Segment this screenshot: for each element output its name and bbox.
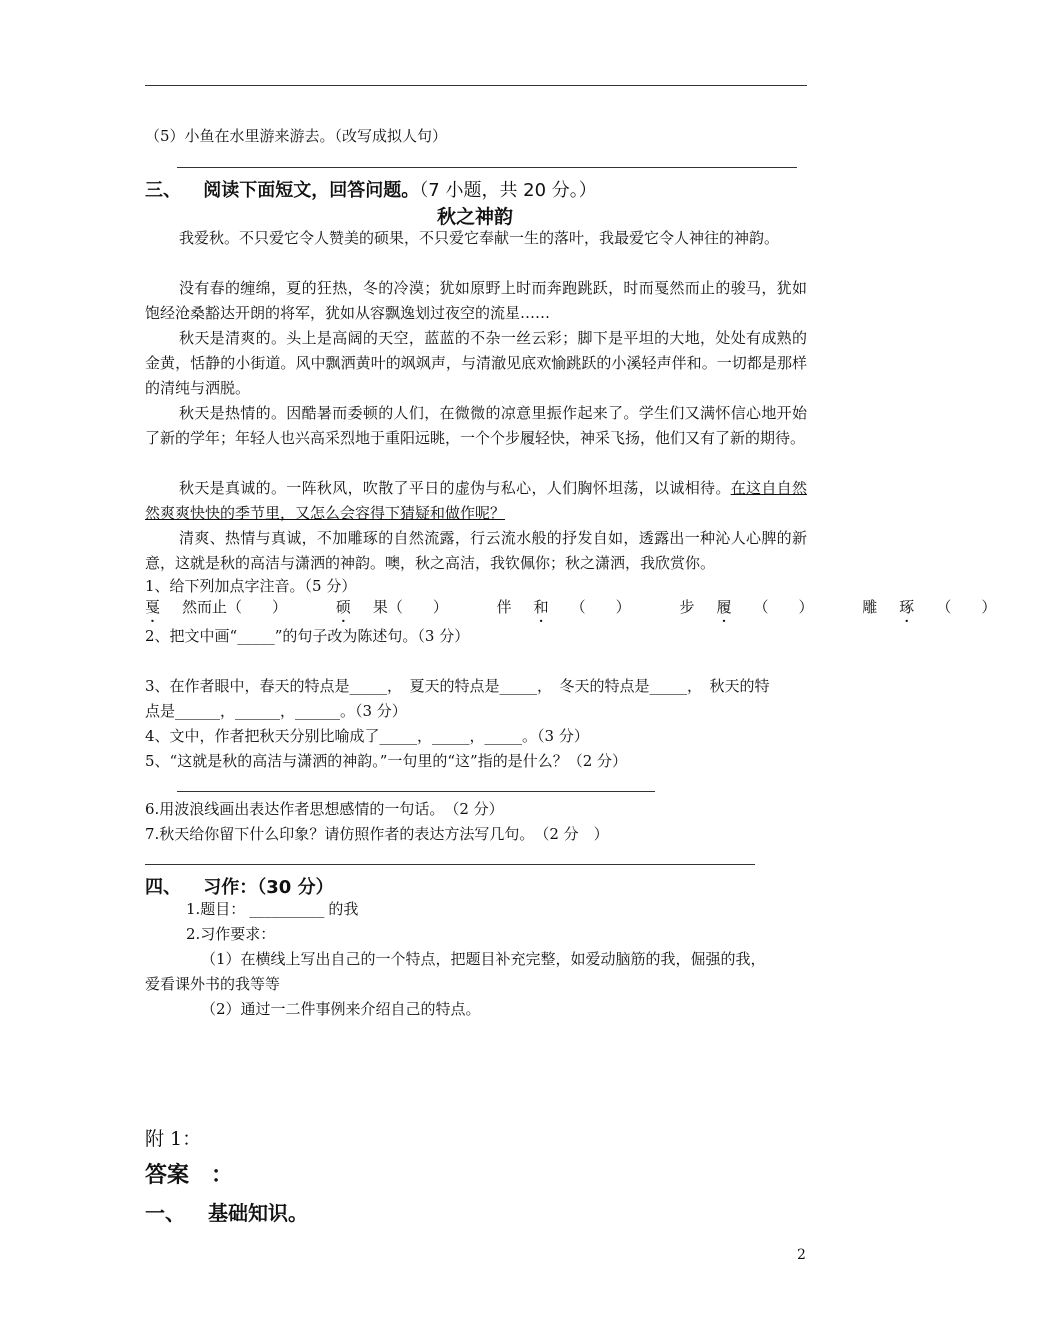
essay-paragraph-5-text: 秋天是真诚的。一阵秋风，吹散了平日的虚伪与私心，人们胸怀坦荡，以诚相待。 <box>179 479 731 497</box>
essay-topic <box>186 899 358 919</box>
requirements-label: 2.习作要求： <box>186 925 276 943</box>
essay-paragraph-5 <box>145 476 807 526</box>
pinyin-word-4: 步 履 （ ） <box>679 598 814 616</box>
essay-paragraph-2: 没有春的缠绵，夏的狂热，冬的冷漠；犹如原野上时而奔跑跳跃，时而戛然而止的骏马，犹如饱经沧桑豁达开朗的将军，犹如从容飘逸划过夜空的流星…… <box>145 279 807 322</box>
answer-section1-heading <box>145 1197 308 1226</box>
underlined-sentence: 在这自自然然爽爽快快的季节里，又怎么会容得下猜疑和做作呢？ <box>145 479 807 522</box>
topic-suffix: 的我 <box>328 900 359 918</box>
question-2: 2、把文中画“_____”的句子改为陈述句。（3 分） <box>145 627 470 645</box>
question-6: 6.用波浪线画出表达作者思想感情的一句话。 （2 分） <box>145 800 504 818</box>
section4-title: 习作： <box>203 877 258 898</box>
essay-title: 秋之神韵 <box>436 206 513 228</box>
question-4: 4、文中，作者把秋天分别比喻成了_____，_____，_____。（3 分） <box>145 727 589 745</box>
pinyin-word-3: 伴 和 （ ） <box>496 598 631 616</box>
question-5: 5、“这就是秋的高洁与潇洒的神韵。”一句里的“这”指的是什么？（2 分） <box>145 752 628 770</box>
question-3-line-2: 点是______，______，______。（3 分） <box>145 702 407 720</box>
question-7: 7.秋天给你留下什么印象？请仿照作者的表达方法写几句。 （2 分 ） <box>145 825 609 843</box>
topic-prefix: 1.题目： <box>186 900 246 918</box>
top-rule <box>145 85 807 86</box>
question-1: 1、给下列加点字注音。（5 分） <box>145 577 357 595</box>
essay-paragraph-3: 秋天是清爽的。头上是高阔的天空，蓝蓝的不杂一丝云彩；脚下是平坦的大地，处处有成熟的金黄，恬静的小街道。风中飘洒黄叶的飒飒声，与清澈见底欢愉跳跃的小溪轻声伴和。一切都是那样的清纯与洒脱。 <box>145 329 807 397</box>
pinyin-word-5: 雕 琢 （ ） <box>862 598 997 616</box>
section4-label: 四、 <box>145 877 181 898</box>
answer-line[interactable] <box>145 864 755 865</box>
pinyin-word-1: 戛 然而止（ ） <box>145 598 288 616</box>
essay-paragraph-1: 我爱秋。不只爱它令人赞美的硕果，不只爱它奉献一生的落叶，我最爱它令人神往的神韵。 <box>179 229 780 247</box>
q5-rewrite-prompt: （5）小鱼在水里游来游去。（改写成拟人句） <box>145 127 448 145</box>
section3-label: 三、 <box>145 180 181 201</box>
pinyin-words <box>145 596 1040 617</box>
answer-section1-label: 一、 <box>145 1201 185 1225</box>
pinyin-word-2: 硕 果（ ） <box>335 598 448 616</box>
requirement-1-line-1: （1）在横线上写出自己的一个特点，把题目补充完整，如爱动脑筋的我，倔强的我， <box>201 950 766 968</box>
page-number: 2 <box>797 1247 806 1263</box>
appendix-label: 附 1： <box>145 1128 202 1150</box>
requirement-2: （2）通过一二件事例来介绍自己的特点。 <box>201 1000 481 1018</box>
section4-heading <box>145 873 334 899</box>
requirement-1-line-2: 爱看课外书的我等等 <box>145 975 281 993</box>
essay-paragraph-4: 秋天是热情的。因酷暑而委顿的人们，在微微的凉意里振作起来了。学生们又满怀信心地开始了新的学年；年轻人也兴高采烈地于重阳远眺，一个个步履轻快，神采飞扬，他们又有了新的期待。 <box>145 404 807 447</box>
answer-line[interactable] <box>177 791 655 792</box>
essay-paragraph-6: 清爽、热情与真诚，不加雕琢的自然流露，行云流水般的抒发自如，透露出一种沁人心脾的新意，这就是秋的高洁与潇洒的神韵。噢，秋之高洁，我钦佩你；秋之潇洒，我欣赏你。 <box>145 529 807 572</box>
answer-section1-title: 基础知识。 <box>207 1201 308 1225</box>
section3-points: （7 小题，共 20 分。） <box>419 180 597 201</box>
answer-title: 答案 ： <box>145 1163 234 1188</box>
section3-heading <box>145 176 597 202</box>
section3-title: 阅读下面短文，回答问题。 <box>203 180 420 201</box>
topic-blank[interactable]: __________ <box>249 900 325 918</box>
question-3-line-1: 3、在作者眼中，春天的特点是_____， 夏天的特点是_____， 冬天的特点是_____， 秋天的特 <box>145 677 770 695</box>
section4-points: （30 分） <box>257 877 334 898</box>
answer-line[interactable] <box>177 167 797 168</box>
